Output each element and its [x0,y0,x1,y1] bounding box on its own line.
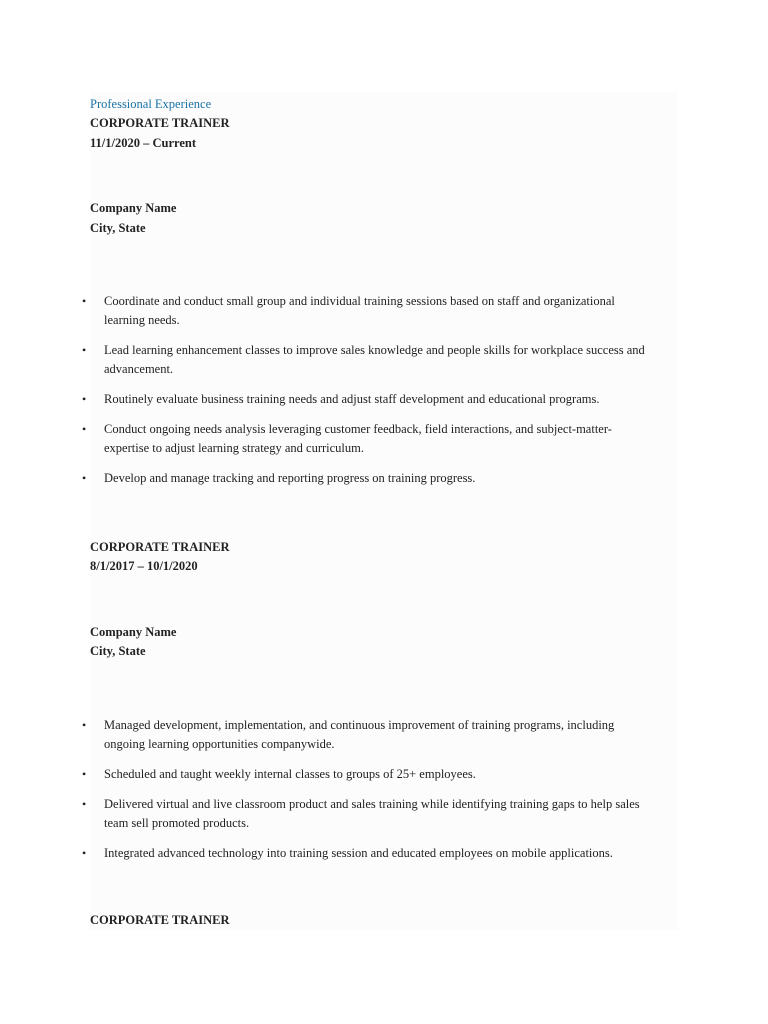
bullet-icon: • [82,343,87,357]
company-name: Company Name [90,201,177,215]
list-item: • Scheduled and taught weekly internal classes to groups of 25+ employees. [0,765,648,784]
list-item: • Routinely evaluate business training needs and adjust staff development and educational programs. [0,390,648,409]
job-dates: 11/1/2020 – Current [90,136,197,150]
job-title: CORPORATE TRAINER [90,116,230,130]
job-dates: 8/1/2017 – 10/1/2020 [90,559,198,573]
bullet-icon: • [82,846,87,860]
company-location: City, State [90,221,146,235]
job-title: CORPORATE TRAINER [90,913,230,927]
job-title: CORPORATE TRAINER [90,540,230,554]
responsibility-list [0,292,768,499]
list-item: • Delivered virtual and live classroom product and sales training while identifying training gaps to help sales team sell promoted products. [82,797,640,830]
company-name: Company Name [90,625,177,639]
bullet-icon: • [82,471,87,485]
section-heading: Professional Experience [90,97,212,111]
bullet-icon: • [82,422,87,436]
list-item: • Integrated advanced technology into training session and educated employees on mobile applications. [0,844,648,863]
list-item: • Coordinate and conduct small group and individual training sessions based on staff and organizational learning needs. [82,294,615,327]
list-item: • Managed development, implementation, and continuous improvement of training programs, including ongoing learning opportunities companywide. [82,718,615,751]
bullet-icon: • [82,797,87,811]
responsibility-list [0,716,768,874]
list-item: • Develop and manage tracking and reporting progress on training progress. [0,469,648,488]
list-item: • Lead learning enhancement classes to improve sales knowledge and people skills for workplace success and advancement. [82,343,645,376]
list-item: • Conduct ongoing needs analysis leveraging customer feedback, field interactions, and subject-matter-expertise to adjust learning strategy and curriculum. [82,422,612,455]
bullet-icon: • [82,392,87,406]
bullet-icon: • [82,718,87,732]
bullet-icon: • [82,767,87,781]
company-location: City, State [90,644,146,658]
bullet-icon: • [82,294,87,308]
